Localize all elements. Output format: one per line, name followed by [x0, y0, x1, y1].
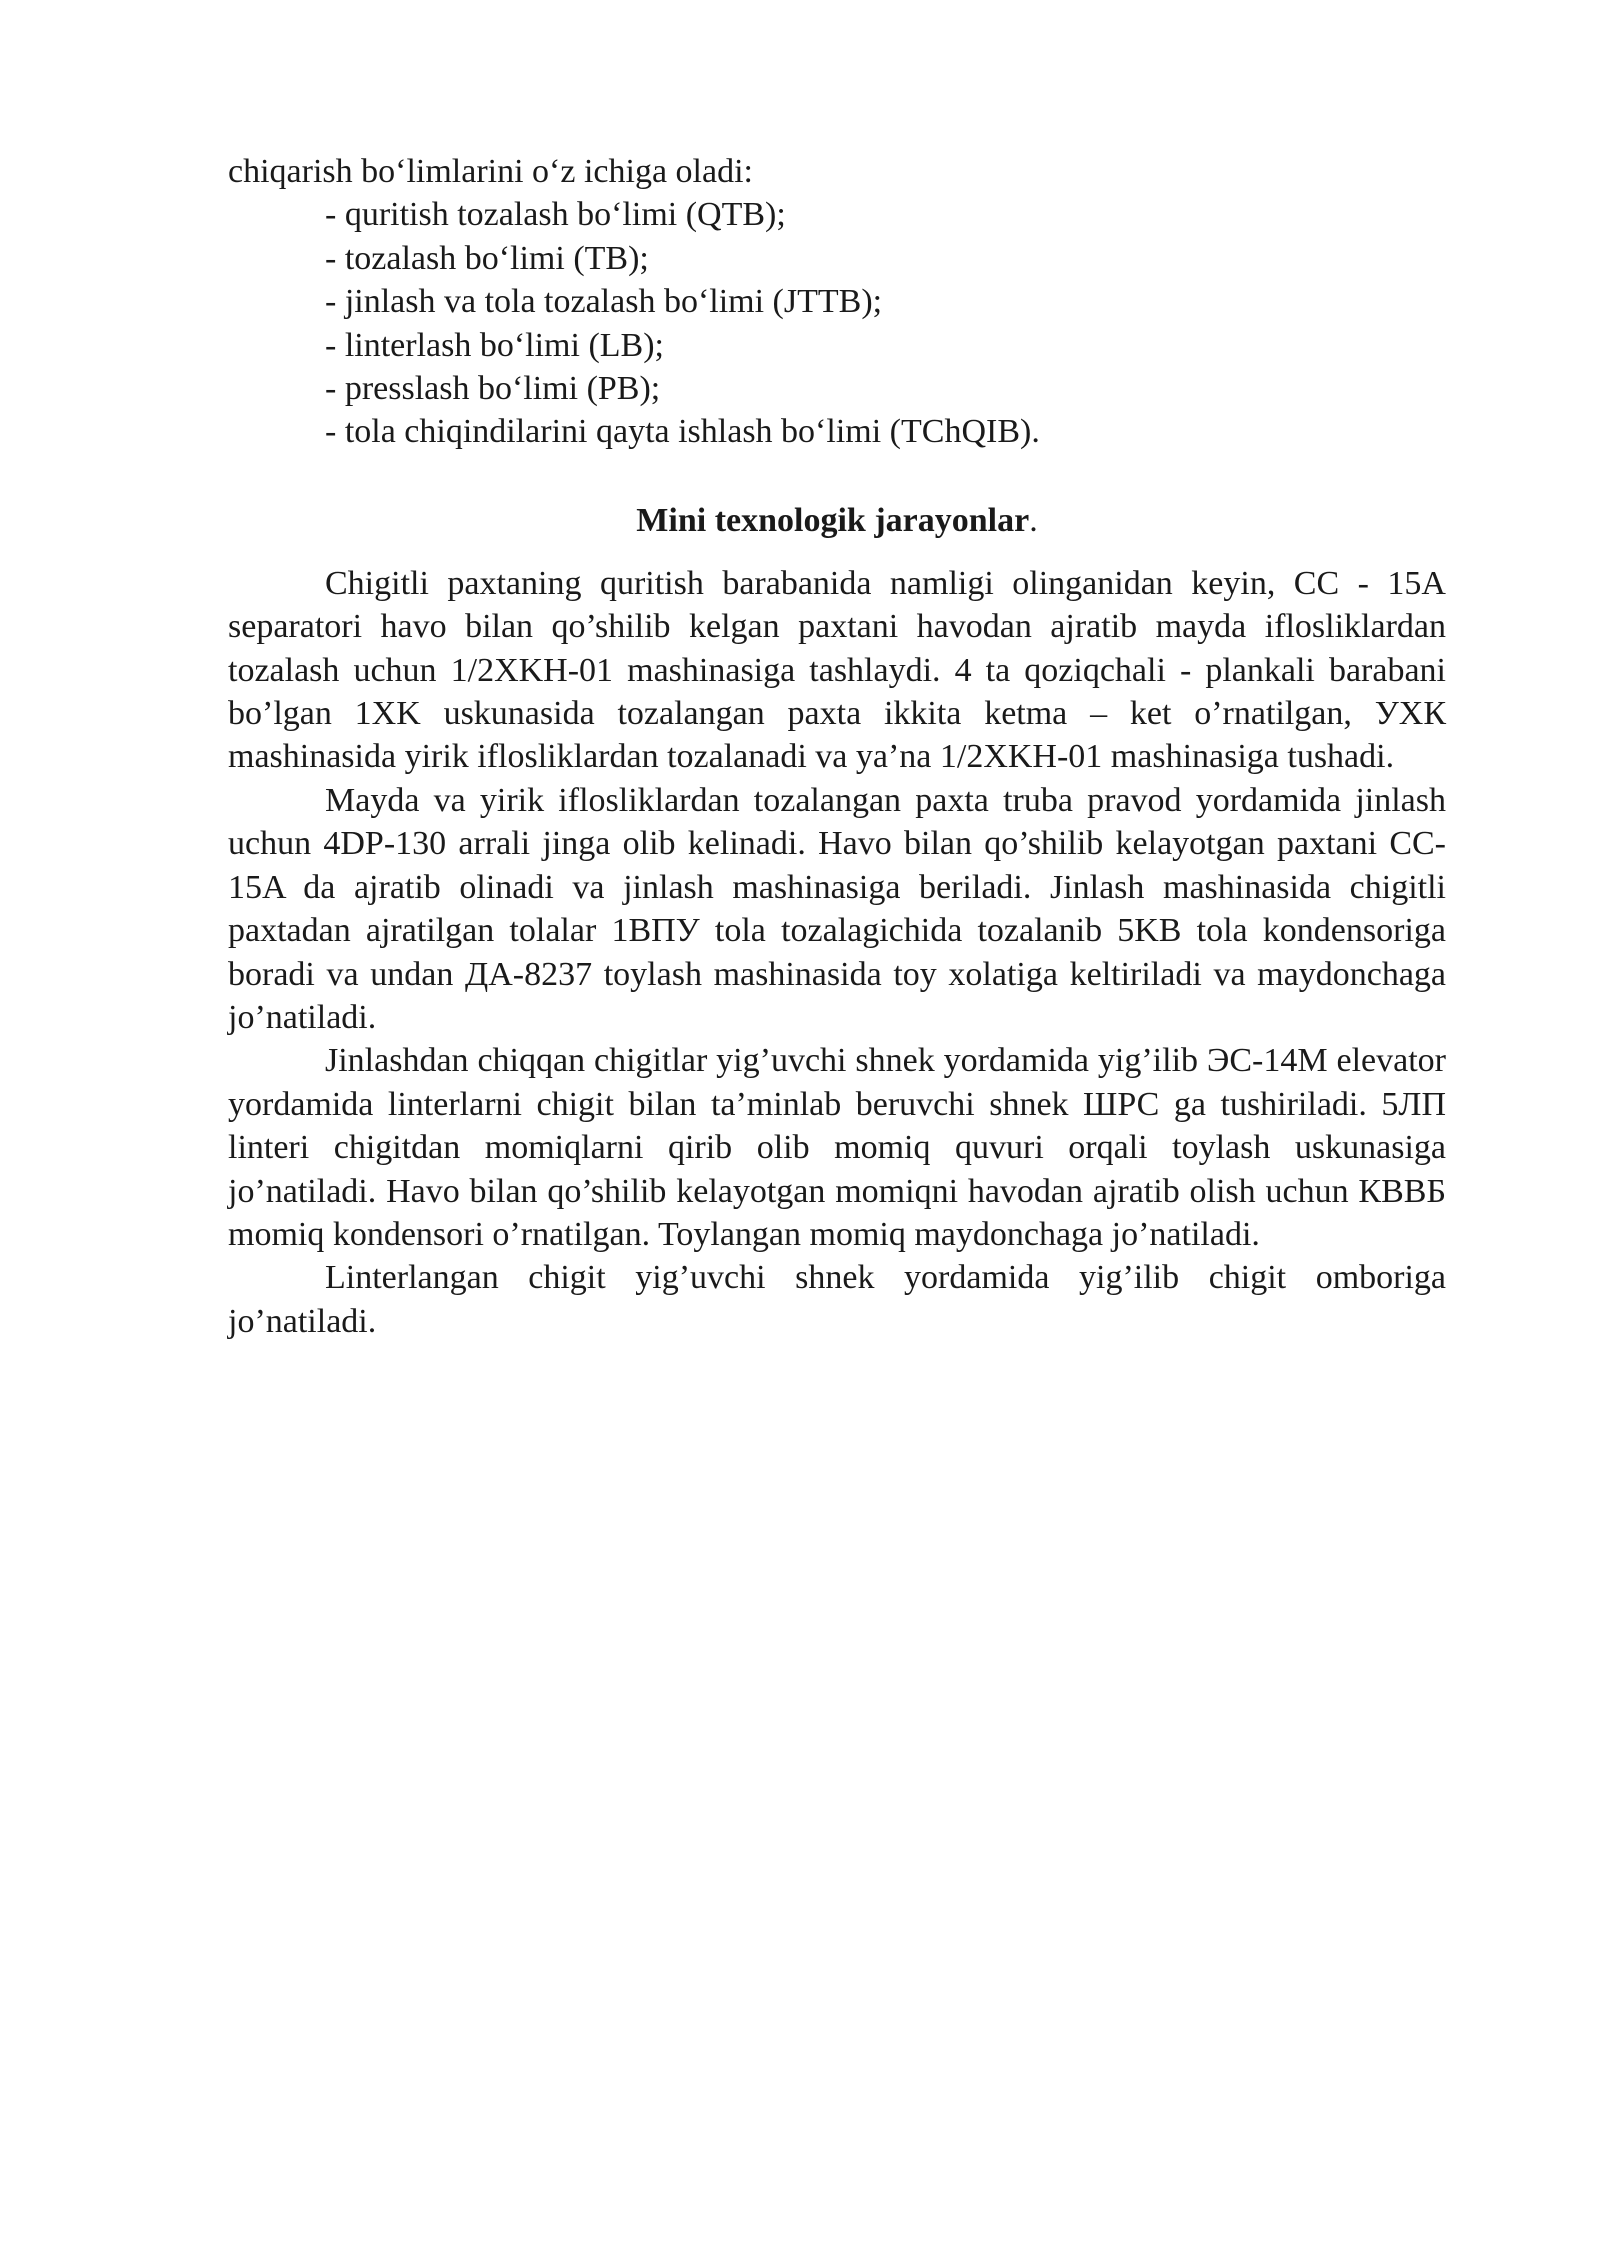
intro-line: chiqarish bo‘limlarini o‘z ichiga oladi: [228, 153, 753, 190]
paragraph-3: Jinlashdan chiqqan chigitlar yig’uvchi shnek yordamida yig’ilib ЭС-14М elevator yordamida linterlarni chigit bilan ta’minlab beruvchi shnek ШРС ga tushiriladi. 5ЛП linteri chigitdan momiqlarni qirib olib momiq quvuri orqali toylash uskunasiga jo’natiladi. Havo bilan qo’shilib kelayotgan momiqni havodan ajratib olish uchun КВВБ momiq kondensori o’rnatilgan. Toylangan momiq maydonchaga jo’natiladi. [228, 1042, 1446, 1253]
section-heading-period: . [1029, 501, 1038, 539]
paragraph-2: Mayda va yirik ifloslikl​ardan tozalangan paxta truba pravod yordamida jinlash uchun 4DP-130 arrali jinga olib kelinadi. Havo bilan qo’shilib kelayotgan paxtani CC-15A da ajratib olinadi va jinlash mashinasiga beriladi. Jinlash mashinasida chigitli paxtadan ajratilgan tolalar 1ВПУ tola tozalagichida tozalanib 5KB tola kondensoriga boradi va undan ДА-8237 toylash mashinasida toy xolatiga keltiriladi va maydonchaga jo’natiladi. [228, 781, 1446, 1036]
paragraph-4: Linterlangan chigit yig’uvchi shnek yordamida yig’ilib chigit omboriga jo’natiladi. [228, 1259, 1446, 1340]
list-item: - linterlash bo‘limi (LB); [325, 326, 664, 364]
document-page [228, 150, 1446, 1343]
department-list [228, 193, 1446, 453]
paragraph-1: Chigitli paxtaning quritish barabanida namligi olinganidan keyin, CC - 15A separatori havo bilan qo’shilib kelgan paxtani havodan ajratib mayda ifloslikl​ardan tozalash uchun 1/2XKH-01 mashinasiga tashlaydi. 4 ta qoziqchali - plankali barabani bo’lgan 1XK uskunasida tozalangan paxta ikkita ketma – ket o’rnatilgan, УХК mashinasida yirik ifloslikl​ardan tozalanadi va ya’na 1/2XKH-01 mashinasiga tushadi. [228, 564, 1446, 776]
list-item: - quritish tozalash bo‘limi (QTB); [325, 196, 786, 234]
section-heading-text: Mini texnologik jarayonlar [636, 501, 1030, 539]
list-item: - tozalash bo‘limi (TB); [325, 239, 649, 277]
section-heading [228, 499, 1446, 542]
list-item: - presslash bo‘limi (PB); [325, 370, 661, 408]
list-item: - tola chiqindilarini qayta ishlash bo‘limi (TChQIB). [325, 413, 1040, 451]
list-item: - jinlash va tola tozalash bo‘limi (JTTB); [325, 283, 883, 321]
body-text [228, 562, 1446, 1343]
